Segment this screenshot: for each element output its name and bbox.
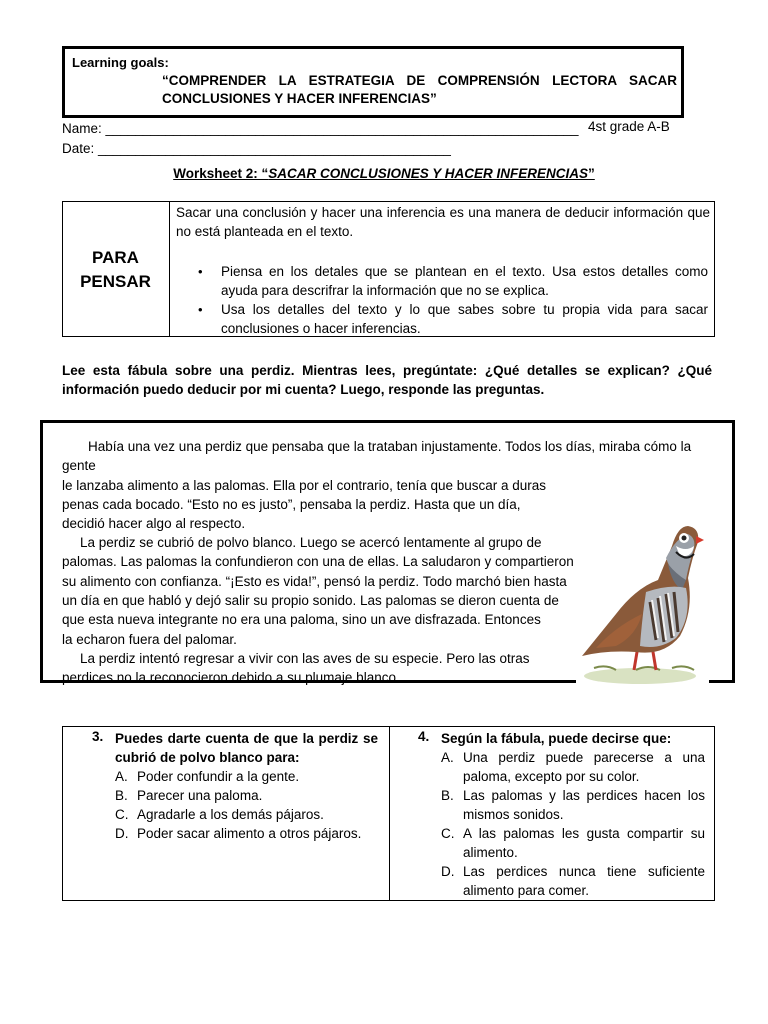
question-number: 4.	[418, 729, 430, 744]
fable-line: que esta nueva integrante no era una paloma, sino un ave disfrazada. Entonces	[62, 612, 541, 627]
option-letter: C.	[115, 807, 129, 822]
fable-box-border	[40, 420, 735, 423]
option-letter: D.	[441, 864, 455, 879]
learning-goals-line-1: “COMPRENDER LA ESTRATEGIA DE COMPRENSIÓN LECTORA SACAR	[162, 73, 677, 88]
bullet-icon: •	[198, 264, 203, 279]
option-text: Poder confundir a la gente.	[137, 769, 300, 784]
option-text: Las palomas y las perdices hacen los mismos sonidos.	[463, 788, 705, 822]
learning-goals-text	[162, 72, 677, 108]
option-text: Las perdices nunca tiene suficiente alimento para comer.	[463, 864, 705, 898]
grade-label: 4st grade A-B	[588, 119, 670, 134]
option-text: Poder sacar alimento a otros pájaros.	[137, 826, 362, 841]
question-number: 3.	[92, 729, 104, 744]
fable-line: perdices no la reconocieron debido a su plumaje blanco.	[62, 670, 400, 685]
option-letter: D.	[115, 826, 129, 841]
fable-line: un día en que habló y dejó salir su propio sonido. Las palomas se dieron cuenta de	[62, 593, 559, 608]
option-text: A las palomas les gusta compartir su alimento.	[463, 826, 705, 860]
question-prompt-line-1: Según la fábula, puede decirse que:	[441, 731, 672, 746]
questions-divider	[389, 726, 390, 901]
fable-box-border	[40, 420, 43, 683]
option-letter: B.	[441, 788, 454, 803]
fable-line: La perdiz intentó regresar a vivir con las aves de su especie. Pero las otras	[80, 651, 530, 666]
para-pensar-label-line-1: PARA	[92, 248, 139, 267]
fable-line: la echaron fuera del palomar.	[62, 632, 237, 647]
fable-line: Había una vez una perdiz que pensaba que la trataban injustamente. Todos los días, miraba cómo la	[88, 439, 692, 454]
para-pensar-intro: Sacar una conclusión y hacer una inferencia es una manera de deducir información que no está planteada en el texto.	[176, 205, 710, 239]
worksheet-title-suffix: ”	[588, 166, 595, 181]
option-letter: A.	[441, 750, 454, 765]
reading-instructions: Lee esta fábula sobre una perdiz. Mientras lees, pregúntate: ¿Qué detalles se explican? ¿Qué información puedo deducir por mi cuenta? Luego, responde las preguntas.	[62, 363, 712, 397]
para-pensar-bullet-text: Piensa en los detales que se plantean en el texto. Usa estos detalles como ayuda para descrifrar la información que no se explica.	[221, 264, 708, 298]
para-pensar-label-line-2: PENSAR	[80, 272, 151, 291]
fable-line: su alimento con confianza. “¡Esto es vida!”, pensó la perdiz. Todo marchó bien hasta	[62, 574, 567, 589]
option-text: Una perdiz puede parecerse a una paloma, excepto por su color.	[463, 750, 705, 784]
para-pensar-bullet-text: Usa los detalles del texto y lo que sabes sobre tu propia vida para sacar conclusiones o hacer inferencias.	[221, 302, 708, 336]
fable-box-border	[709, 680, 735, 683]
date-field[interactable]: Date: _______________________________________________	[62, 141, 451, 156]
name-field[interactable]: Name: _______________________________________________________________	[62, 121, 579, 136]
bullet-icon: •	[198, 302, 203, 317]
fable-line: gente	[62, 458, 96, 473]
partridge-icon	[576, 518, 704, 686]
question-prompt-line-2: cubrió de polvo blanco para:	[115, 750, 300, 765]
worksheet-title-prefix: Worksheet 2: “	[173, 166, 269, 181]
learning-goals-line-2: CONCLUSIONES Y HACER INFERENCIAS”	[162, 91, 437, 106]
option-letter: B.	[115, 788, 128, 803]
fable-line: palomas. Las palomas la confundieron con una de ellas. La saludaron y compartieron	[62, 554, 574, 569]
worksheet-title	[0, 166, 768, 181]
fable-line: penas cada bocado. “Esto no es justo”, pensaba la perdiz. Hasta que un día,	[62, 497, 521, 512]
option-text: Parecer una paloma.	[137, 788, 263, 803]
question-prompt-line-1: Puedes darte cuenta de que la perdiz se	[115, 731, 378, 746]
option-letter: A.	[115, 769, 128, 784]
fable-box-border	[732, 420, 735, 683]
fable-line: decidió hacer algo al respecto.	[62, 516, 246, 531]
option-text: Agradarle a los demás pájaros.	[137, 807, 324, 822]
para-pensar-divider	[169, 201, 170, 337]
option-letter: C.	[441, 826, 455, 841]
para-pensar-label	[62, 246, 169, 294]
fable-line: La perdiz se cubrió de polvo blanco. Luego se acercó lentamente al grupo de	[80, 535, 542, 550]
learning-goals-label: Learning goals:	[72, 55, 169, 70]
worksheet-title-italic: SACAR CONCLUSIONES Y HACER INFERENCIAS	[268, 166, 589, 181]
fable-line: le lanzaba alimento a las palomas. Ella por el contrario, tenía que buscar a duras	[62, 478, 547, 493]
